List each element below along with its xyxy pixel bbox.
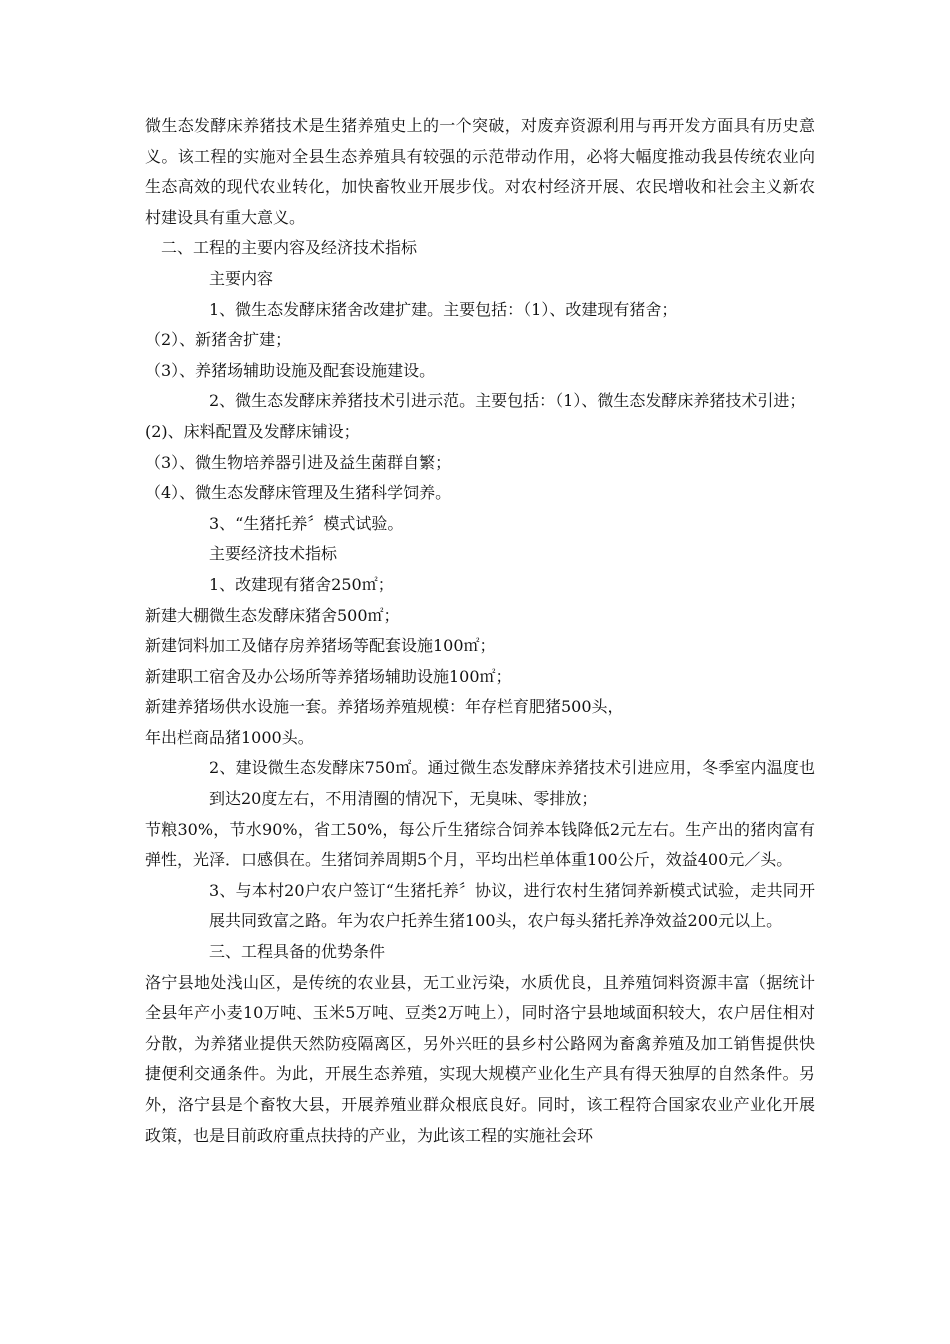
- indicator-line-4: 新建职工宿舍及办公场所等养猪场辅助设施100㎡；: [145, 666, 512, 686]
- document-body: [145, 111, 815, 1151]
- content-item-2-4: （4）、微生态发酵床管理及生猪科学饲养。: [145, 483, 452, 503]
- indicator-line-2: 新建大棚微生态发酵床猪舍500㎡；: [145, 605, 400, 625]
- advantages-paragraph: 洛宁县地处浅山区，是传统的农业县，无工业污染，水质优良，且养殖饲料资源丰富（据统计全县年产小麦10万吨、玉米5万吨、豆类2万吨上），同时洛宁县地域面积较大，农户居住相对分散，为养猪业提供天然防疫隔离区，另外兴旺的县乡村公路网为畜禽养殖及加工销售提供快捷便利交通条件。为此，开展生态养殖，实现大规模产业化生产具有得天独厚的自然条件。另外，洛宁县是个畜牧大县，开展养殖业群众根底良好。同时，该工程符合国家农业产业化开展政策，也是目前政府重点扶持的产业，为此该工程的实施社会环: [145, 972, 815, 1145]
- content-item-2: 2、微生态发酵床养猪技术引进示范。主要包括：（1）、微生态发酵床养猪技术引进；: [209, 391, 806, 411]
- indicator-item-3: 3、与本村20户农户签订“生猪托养〞协议，进行农村生猪饲养新模式试验，走共同开展共同致富之路。年为农户托养生猪100头，农户每头猪托养净效益200元以上。: [209, 880, 815, 931]
- subheading-main-content: 主要内容: [209, 268, 274, 288]
- section-heading-2: 二、工程的主要内容及经济技术指标: [161, 238, 418, 258]
- subheading-indicators: 主要经济技术指标: [209, 544, 338, 564]
- section-heading-3: 三、工程具备的优势条件: [209, 942, 386, 962]
- intro-paragraph: 微生态发酵床养猪技术是生猪养殖史上的一个突破，对废弃资源利用与再开发方面具有历史意义。该工程的实施对全县生态养殖具有较强的示范带动作用，必将大幅度推动我县传统农业向生态高效的现代农业转化，加快畜牧业开展步伐。对农村经济开展、农民增收和社会主义新农村建设具有重大意义。: [145, 116, 815, 227]
- indicator-item-2-detail: 节粮30%，节水90%，省工50%，每公斤生猪综合饲养本钱降低2元左右。生产出的猪肉富有弹性，光泽．口感俱在。生猪饲养周期5个月，平均出栏单体重100公斤，效益400元／头。: [145, 819, 815, 870]
- indicator-line-5: 新建养猪场供水设施一套。养猪场养殖规模：年存栏育肥猪500头，: [145, 697, 624, 717]
- content-item-2-3: （3）、微生物培养器引进及益生菌群自繁；: [145, 452, 452, 472]
- content-item-1-2: （2）、新猪舍扩建；: [145, 330, 292, 350]
- indicator-line-6: 年出栏商品猪1000头。: [145, 727, 314, 747]
- indicator-line-3: 新建饲料加工及储存房养猪场等配套设施100㎡；: [145, 636, 496, 656]
- content-item-1-3: （3）、养猪场辅助设施及配套设施建设。: [145, 360, 436, 380]
- content-item-3: 3、“生猪托养〞模式试验。: [209, 513, 404, 533]
- indicator-item-1: 1、改建现有猪舍250㎡；: [209, 574, 394, 594]
- content-item-2-2: (2)、床料配置及发酵床铺设；: [145, 421, 360, 441]
- indicator-item-2: 2、建设微生态发酵床750㎡。通过微生态发酵床养猪技术引进应用，冬季室内温度也到达20度左右，不用清圈的情况下，无臭味、零排放；: [209, 758, 815, 809]
- content-item-1: 1、微生态发酵床猪舍改建扩建。主要包括：（1）、改建现有猪舍；: [209, 299, 678, 319]
